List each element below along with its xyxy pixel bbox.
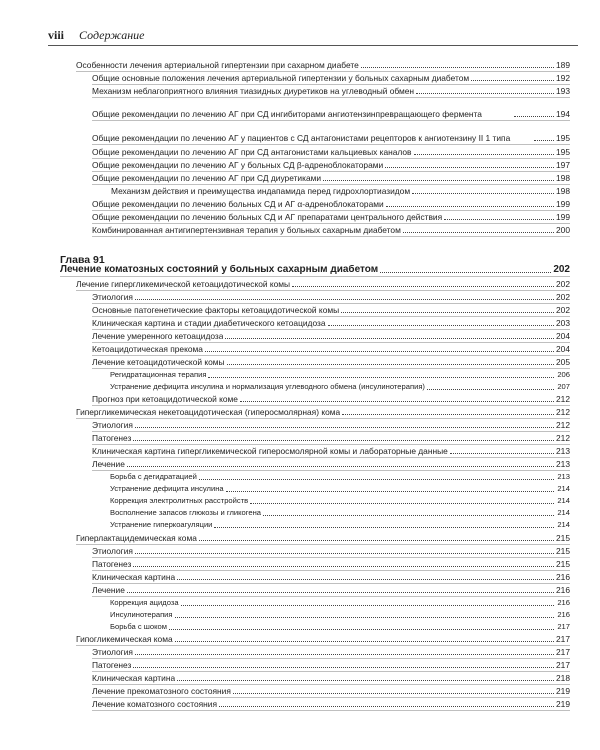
- toc-entry[interactable]: [92, 292, 570, 302]
- toc-entry-title: Патогенез: [92, 433, 132, 443]
- chapter-title-entry[interactable]: [60, 265, 570, 275]
- toc-entry-title: Этиология: [92, 546, 133, 556]
- toc-entry[interactable]: [92, 225, 570, 235]
- toc-entry-page: 213: [556, 459, 570, 469]
- toc-entry-page: 189: [556, 60, 570, 70]
- dot-leader: [175, 616, 554, 618]
- toc-entry-title: Механизм действия и преимущества индапамида перед гидрохлортиазидом: [111, 186, 411, 196]
- toc-entry[interactable]: [92, 99, 570, 119]
- row-rule: [92, 557, 570, 558]
- toc-entry-page: 214: [557, 496, 570, 505]
- row-rule: [60, 276, 570, 277]
- dot-leader: [227, 363, 554, 365]
- toc-entry-title: Коррекция ацидоза: [110, 598, 179, 607]
- toc-entry-page: 213: [557, 472, 570, 481]
- dot-leader: [177, 578, 554, 580]
- row-rule: [92, 444, 570, 445]
- toc-entry-title: Гиперлактацидемическая кома: [76, 533, 197, 543]
- toc-entry-page: 213: [556, 446, 570, 456]
- dot-leader: [263, 514, 554, 516]
- dot-leader: [181, 604, 554, 606]
- dot-leader: [233, 692, 554, 694]
- toc-entry-title: Особенности лечения артериальной гипертензии при сахарном диабете: [76, 60, 359, 70]
- toc-entry-page: 214: [557, 508, 570, 517]
- dot-leader: [133, 439, 554, 441]
- toc-entry[interactable]: [110, 370, 570, 380]
- row-rule: [92, 570, 570, 571]
- toc-entry-title: Клиническая картина гипергликемической гиперосмолярной комы и лабораторные данные: [92, 446, 448, 456]
- dot-leader: [199, 478, 554, 480]
- row-rule: [92, 405, 570, 406]
- dot-leader: [225, 337, 554, 339]
- row-rule: [92, 84, 570, 85]
- dot-leader: [342, 413, 554, 415]
- toc-entry[interactable]: [92, 572, 570, 582]
- toc-entry[interactable]: [110, 520, 570, 530]
- row-rule: [92, 342, 570, 343]
- toc-entry-title: Этиология: [92, 292, 133, 302]
- toc-entry[interactable]: [92, 173, 570, 183]
- toc-entry-page: 206: [557, 370, 570, 379]
- toc-entry-title: Патогенез: [92, 660, 132, 670]
- row-rule: [92, 158, 570, 159]
- toc-entry-page: 199: [556, 212, 570, 222]
- toc-entry-title: Лечение: [92, 459, 125, 469]
- toc-entry-title: Лечение: [92, 585, 125, 595]
- row-rule: [92, 120, 570, 121]
- toc-entry-page: 204: [556, 344, 570, 354]
- toc-entry-title: Этиология: [92, 420, 133, 430]
- row-rule: [92, 431, 570, 432]
- toc-entry[interactable]: [92, 331, 570, 341]
- toc-entry[interactable]: [76, 533, 570, 543]
- toc-entry-page: 219: [556, 686, 570, 696]
- toc-entry-page: 217: [556, 660, 570, 670]
- dot-leader: [380, 271, 551, 273]
- dot-leader: [427, 388, 554, 390]
- toc-entry[interactable]: [92, 647, 570, 657]
- toc-entry-page: 202: [556, 305, 570, 315]
- toc-entry-title: Общие рекомендации по лечению АГ у пациентов с СД антагонистами рецепторов к ангиотензину II 1 типа: [92, 133, 511, 143]
- chapter-label: Глава 91: [60, 254, 105, 266]
- row-rule: [92, 583, 570, 584]
- row-rule: [92, 316, 570, 317]
- toc-entry[interactable]: [92, 459, 570, 469]
- dot-leader: [199, 539, 554, 541]
- dot-leader: [127, 465, 554, 467]
- toc-entry-title: Устранение гиперкоагуляции: [110, 520, 213, 529]
- toc-entry[interactable]: [92, 673, 570, 683]
- dot-leader: [534, 139, 554, 141]
- chapter-page: 202: [553, 264, 570, 275]
- toc-entry-page: 205: [556, 357, 570, 367]
- toc-entry[interactable]: [92, 199, 570, 209]
- toc-entry[interactable]: [110, 472, 570, 482]
- toc-entry-page: 212: [556, 407, 570, 417]
- toc-entry-title: Устранение дефицита инсулина: [110, 484, 224, 493]
- toc-entry-title: Общие рекомендации по лечению АГ при СД антагонистами кальциевых каналов: [92, 147, 412, 157]
- toc-entry-title: Общие рекомендации по лечению АГ при СД ингибиторами ангиотензинпревращающего фермента: [92, 109, 482, 119]
- toc-entry-title: Борьба с шоком: [110, 622, 167, 631]
- row-rule: [92, 710, 570, 711]
- toc-entry-page: 199: [556, 199, 570, 209]
- toc-entry-title: Общие рекомендации по лечению больных СД и АГ α-адреноблокаторами: [92, 199, 384, 209]
- toc-entry[interactable]: [76, 279, 570, 289]
- toc-entry-title: Лечение прекоматозного состояния: [92, 686, 231, 696]
- row-rule: [92, 144, 570, 145]
- row-rule: [92, 236, 570, 237]
- dot-leader: [240, 400, 554, 402]
- dot-leader: [444, 218, 554, 220]
- toc-entry[interactable]: [111, 186, 570, 196]
- toc-entry[interactable]: [110, 382, 570, 392]
- toc-entry-title: Прогноз при кетоацидотической коме: [92, 394, 238, 404]
- toc-entry[interactable]: [110, 598, 570, 608]
- toc-entry[interactable]: [110, 484, 570, 494]
- toc-entry-page: 194: [556, 109, 570, 119]
- toc-entry-title: Гипогликемическая кома: [76, 634, 173, 644]
- toc-entry-page: 204: [556, 331, 570, 341]
- dot-leader: [226, 490, 554, 492]
- toc-entry-page: 207: [557, 382, 570, 391]
- header-title: Содержание: [79, 28, 145, 42]
- toc-entry-title: Комбинированная антигипертензивная терапия у больных сахарным диабетом: [92, 225, 401, 235]
- dot-leader: [177, 679, 554, 681]
- toc-entry-page: 195: [556, 133, 570, 143]
- toc-entry[interactable]: [92, 305, 570, 315]
- dot-leader: [323, 179, 554, 181]
- toc-entry-page: 203: [556, 318, 570, 328]
- row-rule: [92, 210, 570, 211]
- row-rule: [92, 368, 570, 369]
- dot-leader: [471, 79, 554, 81]
- dot-leader: [414, 153, 554, 155]
- toc-entry[interactable]: [76, 60, 570, 70]
- toc-entry-title: Кетоацидотическая прекома: [92, 344, 203, 354]
- row-rule: [92, 457, 570, 458]
- toc-entry-title: Устранение дефицита инсулина и нормализация углеводного обмена (инсулинотерапия): [110, 382, 425, 391]
- row-rule: [92, 596, 570, 597]
- toc-entry-title: Патогенез: [92, 559, 132, 569]
- toc-entry-title: Лечение умеренного кетоацидоза: [92, 331, 224, 341]
- row-rule: [92, 184, 570, 185]
- row-rule: [92, 97, 570, 98]
- dot-leader: [133, 666, 554, 668]
- dot-leader: [385, 166, 554, 168]
- toc-entry-title: Коррекция электролитных расстройств: [110, 496, 249, 505]
- toc-entry-page: 218: [556, 673, 570, 683]
- toc-entry[interactable]: [92, 86, 570, 96]
- toc-entry-title: Общие рекомендации по лечению АГ у больных СД β-адреноблокаторами: [92, 160, 384, 170]
- toc-entry[interactable]: [110, 508, 570, 518]
- toc-entry-title: Лечение кетоацидотической комы: [92, 357, 225, 367]
- toc-entry-page: 202: [556, 292, 570, 302]
- dot-leader: [416, 92, 554, 94]
- toc-entry-page: 198: [556, 186, 570, 196]
- row-rule: [76, 418, 570, 419]
- toc-entry[interactable]: [92, 686, 570, 696]
- dot-leader: [133, 565, 554, 567]
- toc-entry-page: 212: [556, 420, 570, 430]
- toc-entry-page: 200: [556, 225, 570, 235]
- toc-entry-page: 212: [556, 394, 570, 404]
- dot-leader: [208, 376, 554, 378]
- dot-leader: [135, 552, 554, 554]
- toc-entry[interactable]: [92, 357, 570, 367]
- dot-leader: [328, 324, 554, 326]
- toc-entry-title: Борьба с дегидратацией: [110, 472, 197, 481]
- row-rule: [76, 544, 570, 545]
- dot-leader: [175, 640, 554, 642]
- toc-entry[interactable]: [92, 699, 570, 709]
- toc-entry-page: 216: [557, 598, 570, 607]
- dot-leader: [403, 231, 554, 233]
- toc-entry-title: Клиническая картина и стадии диабетического кетоацидоза: [92, 318, 326, 328]
- row-rule: [92, 171, 570, 172]
- dot-leader: [135, 426, 554, 428]
- dot-leader: [361, 66, 554, 68]
- toc-entry-title: Клиническая картина: [92, 572, 176, 582]
- toc-entry-title: Основные патогенетические факторы кетоацидотической комы: [92, 305, 340, 315]
- toc-entry-page: 219: [556, 699, 570, 709]
- toc-entry[interactable]: [92, 344, 570, 354]
- toc-entry-title: Лечение коматозного состояния: [92, 699, 218, 709]
- row-rule: [92, 671, 570, 672]
- toc-entry-title: Общие основные положения лечения артериальной гипертензии у больных сахарным диабетом: [92, 73, 470, 83]
- toc-entry-page: 195: [556, 147, 570, 157]
- toc-entry[interactable]: [92, 660, 570, 670]
- toc-entry[interactable]: [76, 634, 570, 644]
- toc-entry[interactable]: [92, 318, 570, 328]
- toc-entry-page: 197: [556, 160, 570, 170]
- dot-leader: [450, 452, 554, 454]
- row-rule: [92, 684, 570, 685]
- row-rule: [92, 223, 570, 224]
- toc-entry[interactable]: [110, 496, 570, 506]
- toc-entry-page: 216: [556, 585, 570, 595]
- dot-leader: [386, 205, 554, 207]
- toc-entry-title: Клиническая картина: [92, 673, 176, 683]
- row-rule: [92, 329, 570, 330]
- toc-entry[interactable]: [110, 610, 570, 620]
- toc-entry[interactable]: [92, 123, 570, 143]
- toc-entry-title: Регидратационная терапия: [110, 370, 207, 379]
- toc-entry[interactable]: [92, 147, 570, 157]
- toc-entry-page: 217: [557, 622, 570, 631]
- toc-entry[interactable]: [92, 394, 570, 404]
- dot-leader: [514, 115, 554, 117]
- row-rule: [92, 697, 570, 698]
- row-rule: [92, 470, 570, 471]
- toc-entry[interactable]: [76, 407, 570, 417]
- dot-leader: [135, 298, 554, 300]
- row-rule: [92, 355, 570, 356]
- header-page-number: viii: [48, 28, 65, 42]
- row-rule: [76, 71, 570, 72]
- toc-entry-page: 216: [557, 610, 570, 619]
- dot-leader: [412, 192, 554, 194]
- toc-entry-title: Этиология: [92, 647, 133, 657]
- toc-entry[interactable]: [92, 160, 570, 170]
- dot-leader: [205, 350, 554, 352]
- toc-entry-title: Лечение гипергликемической кетоацидотической комы: [76, 279, 291, 289]
- toc-entry-page: 217: [556, 634, 570, 644]
- toc-entry[interactable]: [92, 212, 570, 222]
- row-rule: [76, 290, 570, 291]
- row-rule: [92, 303, 570, 304]
- toc-entry-title: Инсулинотерапия: [110, 610, 173, 619]
- toc-entry-page: 215: [556, 546, 570, 556]
- toc-entry-page: 214: [557, 484, 570, 493]
- toc-entry-page: 192: [556, 73, 570, 83]
- toc-entry-page: 215: [556, 533, 570, 543]
- toc-entry-page: 216: [556, 572, 570, 582]
- toc-entry-title: Общие рекомендации по лечению АГ при СД диуретиками: [92, 173, 322, 183]
- toc-entry-page: 215: [556, 559, 570, 569]
- row-rule: [76, 645, 570, 646]
- dot-leader: [219, 705, 554, 707]
- toc-entry[interactable]: [92, 446, 570, 456]
- toc-entry-title: Восполнение запасов глюкозы и гликогена: [110, 508, 261, 517]
- toc-entry-title: Механизм неблагоприятного влияния тиазидных диуретиков на углеводный обмен: [92, 86, 415, 96]
- toc-entry[interactable]: [92, 433, 570, 443]
- chapter-title: Лечение коматозных состояний у больных сахарным диабетом: [60, 265, 379, 275]
- toc-entry-title: Общие рекомендации по лечению больных СД и АГ препаратами центрального действия: [92, 212, 443, 222]
- dot-leader: [214, 526, 554, 528]
- dot-leader: [341, 311, 554, 313]
- toc-entry-page: 212: [556, 433, 570, 443]
- dot-leader: [135, 653, 554, 655]
- toc-entry[interactable]: [92, 585, 570, 595]
- toc-entry[interactable]: [92, 559, 570, 569]
- dot-leader: [169, 628, 554, 630]
- dot-leader: [292, 285, 554, 287]
- dot-leader: [127, 591, 554, 593]
- toc-entry[interactable]: [92, 546, 570, 556]
- toc-entry[interactable]: [110, 622, 570, 632]
- toc-entry-title: Гипергликемическая некетоацидотическая (гиперосмолярная) кома: [76, 407, 341, 417]
- toc-entry-page: 193: [556, 86, 570, 96]
- toc-entry-page: 214: [557, 520, 570, 529]
- dot-leader: [250, 502, 554, 504]
- toc-entry[interactable]: [92, 73, 570, 83]
- toc-entry-page: 202: [556, 279, 570, 289]
- toc-entry-page: 198: [556, 173, 570, 183]
- toc-entry-page: 217: [556, 647, 570, 657]
- row-rule: [92, 658, 570, 659]
- toc-entry[interactable]: [92, 420, 570, 430]
